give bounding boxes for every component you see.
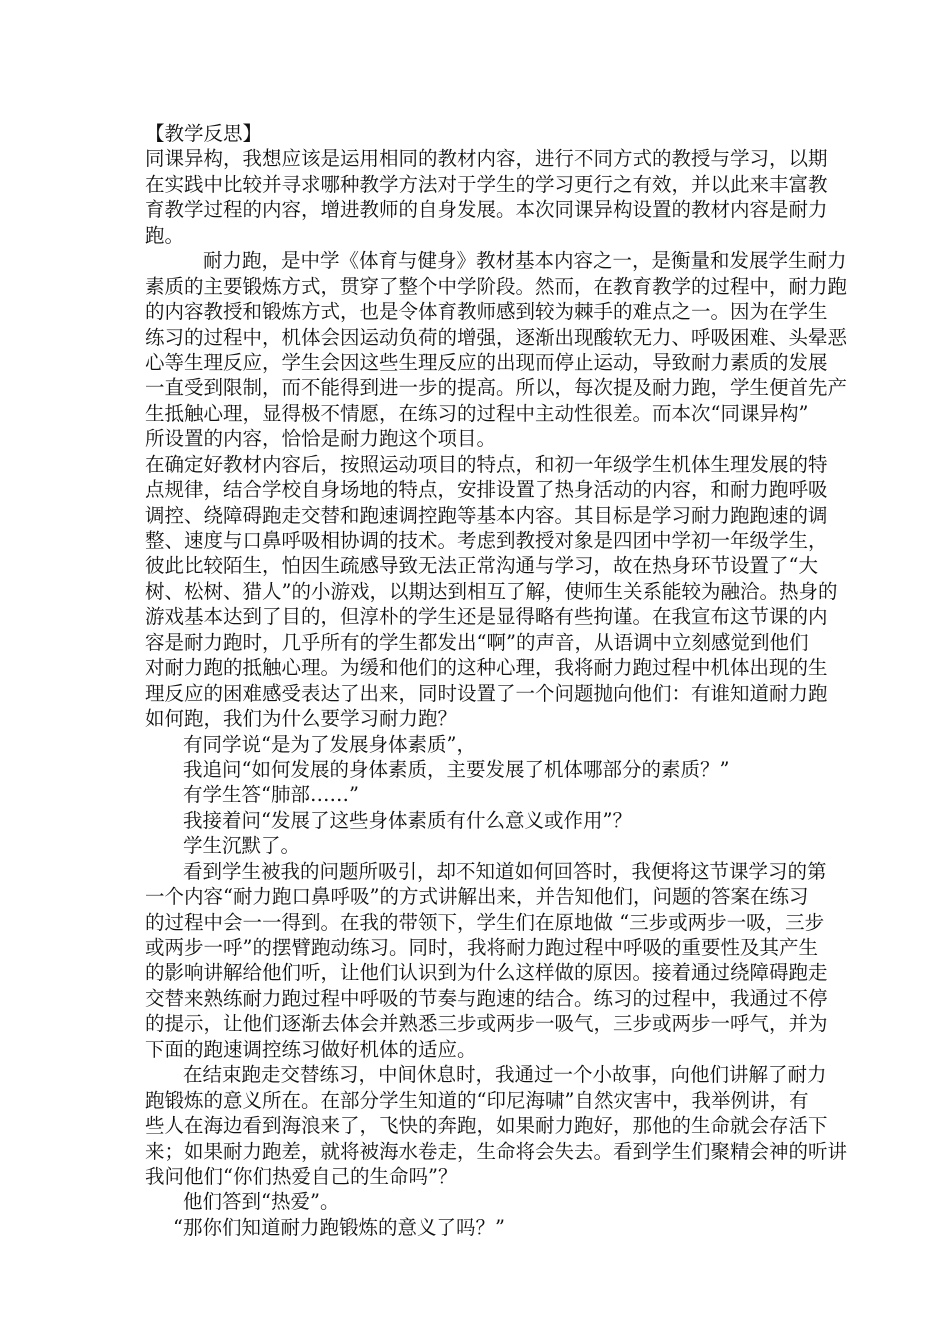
paragraph-line: 或两步一呼”的摆臂跑动练习。同时，我将耐力跑过程中呼吸的重要性及其产生 (145, 936, 818, 959)
paragraph-line: 如何跑，我们为什么要学习耐力跑？ (145, 707, 458, 731)
paragraph-line: 心等生理反应，学生会因这些生理反应的出现而停止运动，导致耐力素质的发展 (145, 350, 828, 374)
paragraph-line: 理反应的困难感受表达了出来，同时设置了一个问题抛向他们：有谁知道耐力跑 (145, 681, 828, 705)
paragraph-line: 的内容教授和锻炼方式，也是令体育教师感到较为棘手的难点之一。因为在学生 (145, 300, 828, 324)
paragraph-line: 在确定好教材内容后，按照运动项目的特点，和初一年级学生机体生理发展的特 (145, 452, 828, 476)
dialogue-line: 有同学说“是为了发展身体素质”， (183, 732, 476, 756)
paragraph-line: 游戏基本达到了目的，但淳朴的学生还是显得略有些拘谨。在我宣布这节课的内 (145, 605, 828, 629)
paragraph-line: 的提示，让他们逐渐去体会并熟悉三步或两步一吸气，三步或两步一呼气，并为 (145, 1012, 828, 1036)
paragraph-line: 素质的主要锻炼方式，贯穿了整个中学阶段。然而，在教育教学的过程中，耐力跑 (145, 274, 848, 298)
paragraph-line: 在结束跑走交替练习，中间休息时，我通过一个小故事，向他们讲解了耐力 (183, 1063, 827, 1087)
dialogue-line: 他们答到“热爱”。 (183, 1190, 340, 1214)
paragraph-line: 点规律，结合学校自身场地的特点，安排设置了热身活动的内容，和耐力跑呼吸 (145, 478, 828, 502)
paragraph-line: 耐力跑，是中学《体育与健身》教材基本内容之一，是衡量和发展学生耐力 (203, 249, 847, 273)
paragraph-line: 的影响讲解给他们听，让他们认识到为什么这样做的原因。接着通过绕障碍跑走 (145, 961, 828, 985)
paragraph-line: 跑锻炼的意义所在。在部分学生知道的“印尼海啸”自然灾害中，我举例讲，有 (145, 1088, 809, 1112)
paragraph-line: 容是耐力跑时，几乎所有的学生都发出“啊”的声音，从语调中立刻感觉到他们 (145, 630, 809, 654)
paragraph-line: 调控、绕障碍跑走交替和跑速调控跑等基本内容。其目标是学习耐力跑跑速的调 (145, 503, 828, 527)
paragraph-line: 育教学过程的内容，增进教师的自身发展。本次同课异构设置的教材内容是耐力 (145, 198, 828, 222)
paragraph-line: 树、松树、猎人”的小游戏，以期达到相互了解，使师生关系能较为融洽。热身的 (145, 579, 838, 603)
paragraph-line: 同课异构，我想应该是运用相同的教材内容，进行不同方式的教授与学习，以期 (145, 147, 828, 171)
paragraph-line: 我问他们“你们热爱自己的生命吗”？ (145, 1164, 458, 1188)
paragraph-line: 一直受到限制，而不能得到进一步的提高。所以，每次提及耐力跑，学生便首先产 (145, 376, 848, 400)
paragraph-line: 跑。 (145, 223, 185, 247)
paragraph-line: 交替来熟练耐力跑过程中呼吸的节奏与跑速的结合。练习的过程中，我通过不停 (145, 986, 828, 1010)
paragraph-line: 些人在海边看到海浪来了，飞快的奔跑，如果耐力跑好，那他的生命就会存活下 (145, 1114, 828, 1138)
paragraph-line: 的过程中会一一得到。在我的带领下，学生们在原地做 “三步或两步一吸，三步 (145, 910, 825, 934)
paragraph-line: 整、速度与口鼻呼吸相协调的技术。考虑到教授对象是四团中学初一年级学生， (145, 529, 828, 552)
dialogue-line: 学生沉默了。 (183, 834, 301, 858)
paragraph-line: 在实践中比较并寻求哪种教学方法对于学生的学习更行之有效，并以此来丰富教 (145, 172, 828, 196)
paragraph-line: 彼此比较陌生，怕因生疏感导致无法正常沟通与学习，故在热身环节设置了“大 (145, 554, 818, 578)
paragraph-line: 生抵触心理，显得极不情愿，在练习的过程中主动性很差。而本次“同课异构” (145, 401, 809, 425)
paragraph-line: 一个内容“耐力跑口鼻呼吸”的方式讲解出来，并告知他们，问题的答案在练习 (145, 885, 809, 909)
paragraph-line: 来；如果耐力跑差，就将被海水卷走，生命将会失去。看到学生们聚精会神的听讲 (145, 1139, 848, 1163)
paragraph-line: 下面的跑速调控练习做好机体的适应。 (145, 1037, 477, 1061)
dialogue-line: 有学生答“肺部……” (183, 783, 359, 807)
section-heading: 【教学反思】 (145, 122, 263, 145)
paragraph-line: 练习的过程中，机体会因运动负荷的增强，逐渐出现酸软无力、呼吸困难、头晕恶 (145, 325, 848, 349)
dialogue-line: 我接着问“发展了这些身体素质有什么意义或作用”？ (183, 808, 632, 832)
paragraph-line: 对耐力跑的抵触心理。为缓和他们的这种心理，我将耐力跑过程中机体出现的生 (145, 656, 828, 680)
dialogue-line: “那你们知道耐力跑锻炼的意义了吗？” (173, 1215, 505, 1239)
dialogue-line: 我追问“如何发展的身体素质，主要发展了机体哪部分的素质？” (183, 757, 730, 781)
paragraph-line: 所设置的内容，恰恰是耐力跑这个项目。 (145, 427, 497, 451)
paragraph-line: 看到学生被我的问题所吸引，却不知道如何回答时，我便将这节课学习的第 (183, 859, 827, 883)
document-body (145, 121, 848, 1240)
